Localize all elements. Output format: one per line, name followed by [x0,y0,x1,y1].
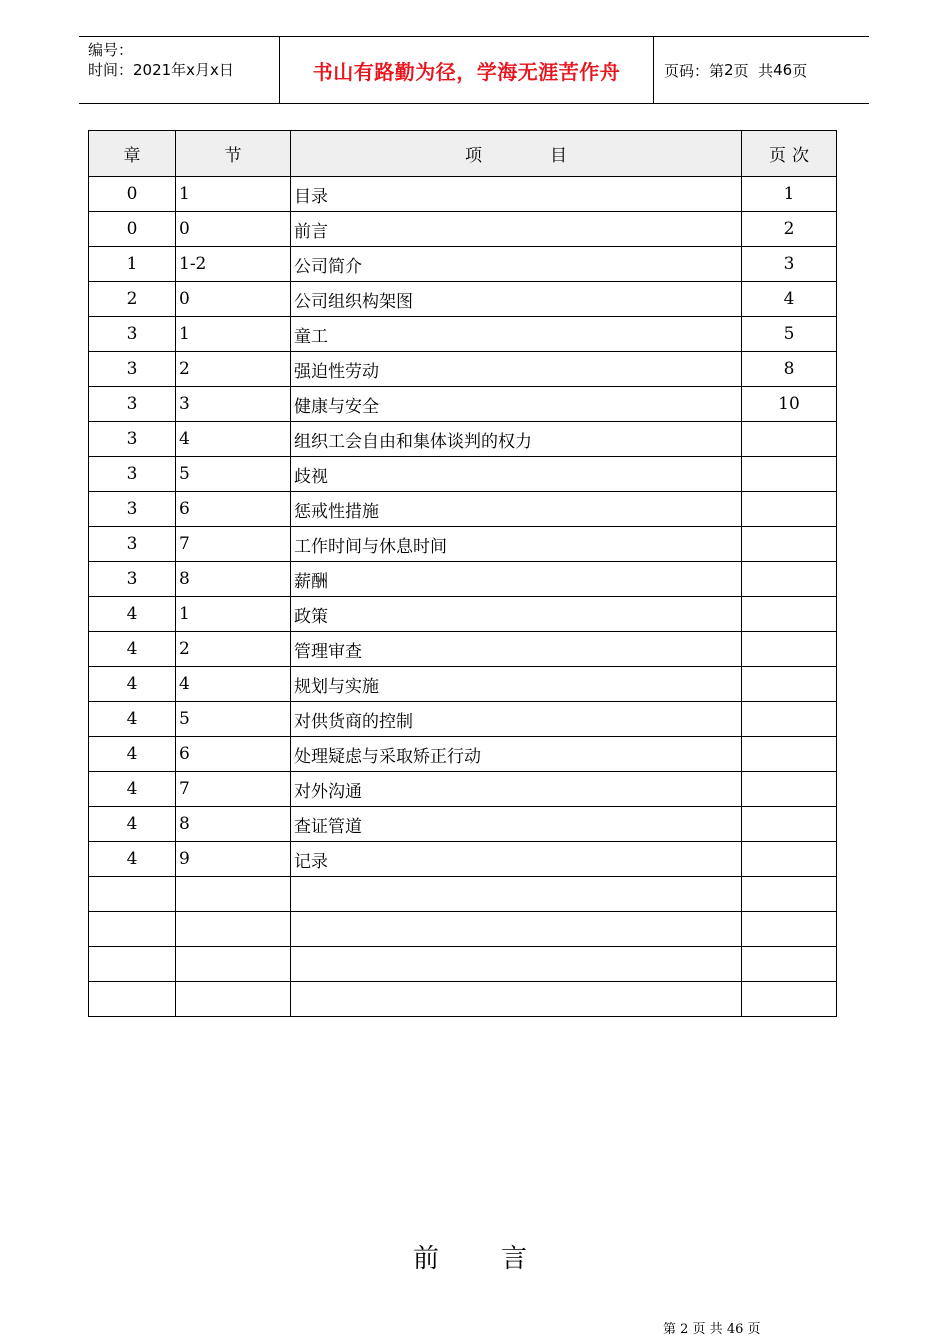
toc-cell-item: 政策 [291,597,742,632]
toc-cell-chapter: 3 [89,352,176,387]
toc-cell-page [742,737,837,772]
header-meta [79,37,280,103]
toc-cell-item: 组织工会自由和集体谈判的权力 [291,422,742,457]
toc-row [89,877,837,912]
toc-cell-chapter: 3 [89,317,176,352]
toc-cell-page [742,842,837,877]
toc-cell-item: 歧视 [291,457,742,492]
page-footer: 第 2 页 共 46 页 [663,1322,761,1337]
toc-cell-page [742,422,837,457]
toc-row [89,912,837,947]
page-prefix: 页码：第 [664,61,725,80]
toc-cell-chapter [89,877,176,912]
toc-cell-item: 童工 [291,317,742,352]
toc-cell-section: 1 [176,177,291,212]
document-header [79,36,869,104]
toc-cell-chapter: 4 [89,702,176,737]
toc-row [89,632,837,667]
toc-cell-page [742,527,837,562]
toc-cell-section: 7 [176,527,291,562]
toc-cell-page: 5 [742,317,837,352]
toc-row [89,807,837,842]
toc-cell-item [291,912,742,947]
toc-cell-section: 2 [176,632,291,667]
toc-cell-item [291,947,742,982]
toc-cell-page [742,807,837,842]
toc-cell-chapter: 3 [89,527,176,562]
toc-row [89,737,837,772]
toc-header-row [89,131,837,177]
toc-cell-page [742,632,837,667]
toc-cell-section: 7 [176,772,291,807]
page-number: 2 [724,61,734,79]
header-motto: 书山有路勤为径，学海无涯苦作舟 [280,37,654,103]
header-page-info [654,37,869,103]
toc-cell-section: 9 [176,842,291,877]
toc-cell-section: 8 [176,562,291,597]
toc-cell-item: 目录 [291,177,742,212]
toc-cell-item: 薪酬 [291,562,742,597]
toc-row [89,177,837,212]
toc-row [89,842,837,877]
toc-cell-chapter: 3 [89,387,176,422]
toc-cell-page [742,457,837,492]
toc-row [89,667,837,702]
toc-cell-page: 8 [742,352,837,387]
toc-cell-chapter: 4 [89,842,176,877]
toc-cell-item: 查证管道 [291,807,742,842]
toc-cell-section: 8 [176,807,291,842]
toc-cell-chapter: 4 [89,737,176,772]
toc-row [89,422,837,457]
toc-cell-page: 3 [742,247,837,282]
toc-cell-section [176,912,291,947]
toc-cell-section [176,877,291,912]
toc-row [89,562,837,597]
toc-cell-item: 处理疑虑与采取矫正行动 [291,737,742,772]
toc-cell-chapter: 4 [89,807,176,842]
toc-cell-page [742,772,837,807]
toc-cell-chapter: 3 [89,422,176,457]
page-suffix: 页 [792,61,808,80]
toc-row [89,212,837,247]
toc-cell-page [742,597,837,632]
toc-cell-page: 1 [742,177,837,212]
toc-cell-page [742,492,837,527]
toc-cell-section: 5 [176,457,291,492]
toc-row [89,457,837,492]
toc-cell-section: 5 [176,702,291,737]
toc-cell-item: 强迫性劳动 [291,352,742,387]
toc-cell-section: 2 [176,352,291,387]
toc-row [89,982,837,1017]
col-header-section: 节 [176,131,291,177]
toc-cell-chapter: 4 [89,667,176,702]
toc-cell-page [742,702,837,737]
toc-cell-section: 4 [176,422,291,457]
toc-cell-section: 1 [176,597,291,632]
toc-cell-chapter [89,982,176,1017]
col-header-page: 页 次 [742,131,837,177]
toc-cell-item: 规划与实施 [291,667,742,702]
toc-cell-item: 健康与安全 [291,387,742,422]
col-header-chapter: 章 [89,131,176,177]
toc-row [89,352,837,387]
toc-cell-page [742,877,837,912]
toc-cell-item: 惩戒性措施 [291,492,742,527]
toc-cell-page: 10 [742,387,837,422]
toc-cell-chapter: 3 [89,562,176,597]
toc-row [89,317,837,352]
toc-row [89,247,837,282]
toc-cell-section [176,947,291,982]
toc-cell-section: 1-2 [176,247,291,282]
toc-cell-page [742,562,837,597]
toc-cell-page [742,982,837,1017]
number-label: 编号： [88,41,134,59]
toc-cell-page: 4 [742,282,837,317]
toc-cell-chapter: 3 [89,492,176,527]
toc-cell-item: 对外沟通 [291,772,742,807]
toc-cell-page: 2 [742,212,837,247]
toc-cell-section: 0 [176,212,291,247]
toc-row [89,282,837,317]
toc-cell-chapter: 0 [89,177,176,212]
toc-cell-item: 对供货商的控制 [291,702,742,737]
page-mid: 页 共 [733,61,774,80]
section-title: 前 言 [412,1244,528,1274]
toc-cell-item [291,877,742,912]
toc-cell-chapter [89,947,176,982]
toc-cell-section: 6 [176,492,291,527]
toc-cell-item: 管理审查 [291,632,742,667]
toc-row [89,702,837,737]
toc-cell-item [291,982,742,1017]
toc-row [89,527,837,562]
toc-cell-section: 3 [176,387,291,422]
page-total: 46 [773,61,793,79]
toc-row [89,772,837,807]
toc-cell-item: 公司组织构架图 [291,282,742,317]
toc-cell-section [176,982,291,1017]
toc-cell-chapter: 0 [89,212,176,247]
col-header-item: 项 目 [291,131,742,177]
toc-cell-page [742,667,837,702]
toc-cell-chapter: 4 [89,772,176,807]
toc-body [89,177,837,1017]
toc-cell-item: 工作时间与休息时间 [291,527,742,562]
toc-cell-page [742,947,837,982]
toc-cell-chapter: 2 [89,282,176,317]
toc-cell-chapter [89,912,176,947]
toc-table [88,130,837,1017]
toc-cell-item: 公司简介 [291,247,742,282]
toc-cell-item: 记录 [291,842,742,877]
toc-cell-item: 前言 [291,212,742,247]
toc-cell-section: 4 [176,667,291,702]
toc-row [89,947,837,982]
toc-cell-chapter: 4 [89,597,176,632]
toc-cell-section: 1 [176,317,291,352]
toc-cell-chapter: 4 [89,632,176,667]
toc-row [89,597,837,632]
toc-cell-chapter: 1 [89,247,176,282]
time-label: 时间：2021年x月x日 [88,61,234,79]
toc-cell-page [742,912,837,947]
toc-row [89,492,837,527]
toc-cell-section: 0 [176,282,291,317]
toc-cell-section: 6 [176,737,291,772]
toc-row [89,387,837,422]
toc-cell-chapter: 3 [89,457,176,492]
